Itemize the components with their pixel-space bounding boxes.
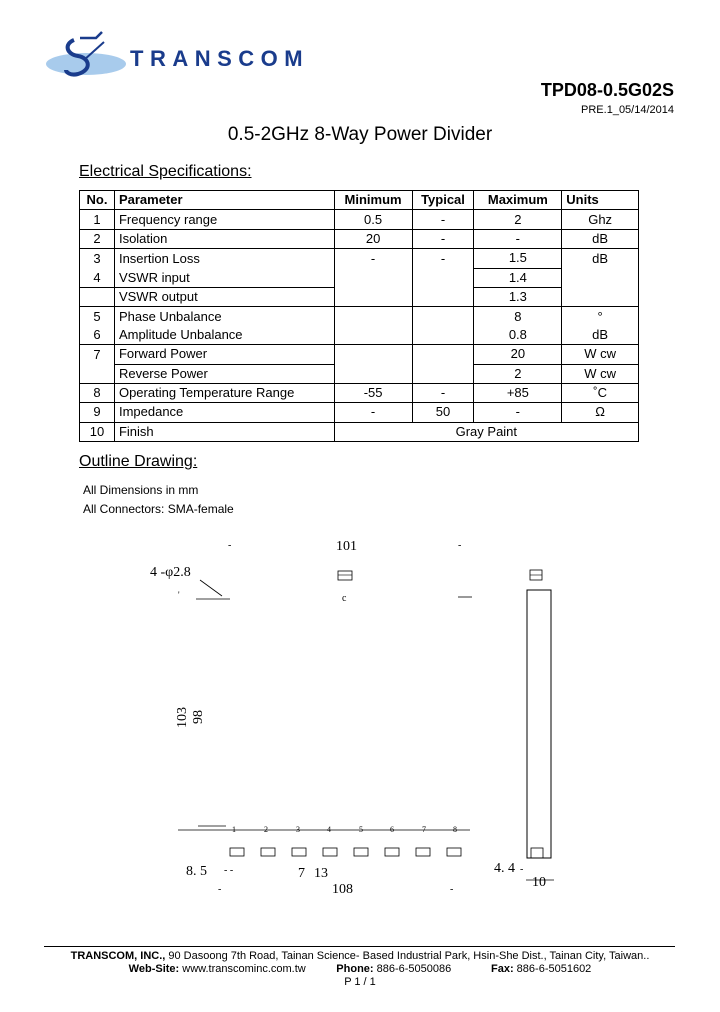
cell-no: 6 xyxy=(80,326,115,345)
cell-no: 1 xyxy=(80,210,115,229)
cell-max: 0.8 xyxy=(474,326,562,345)
dim-mark: - - xyxy=(224,865,234,876)
cell-units: ˚C xyxy=(562,383,639,402)
table-row xyxy=(80,268,639,287)
cell-typ: - xyxy=(412,210,474,229)
table-row xyxy=(80,403,639,422)
cell-no: 8 xyxy=(80,383,115,402)
leader-line xyxy=(200,580,222,596)
cell-typ xyxy=(412,307,474,326)
footer-address-line xyxy=(0,950,720,962)
port-label: 1 xyxy=(232,825,236,834)
col-header: No. xyxy=(80,191,115,210)
table-row xyxy=(80,364,639,383)
cell-units: W cw xyxy=(562,345,639,364)
outline-drawing xyxy=(150,530,570,900)
port-label: 8 xyxy=(453,825,457,834)
dim-pitch-b: 13 xyxy=(314,866,328,881)
dim-side-b: 10 xyxy=(532,875,546,890)
table-row xyxy=(80,383,639,402)
table-header-row xyxy=(80,191,639,210)
output-connector-icon xyxy=(385,848,399,856)
cell-max: 8 xyxy=(474,307,562,326)
cell-typ xyxy=(412,326,474,345)
page-number: P 1 / 1 xyxy=(344,976,376,988)
col-header: Maximum xyxy=(474,191,562,210)
spec-table xyxy=(79,190,639,442)
table-row xyxy=(80,307,639,326)
footer-web: www.transcominc.com.tw xyxy=(179,963,306,975)
cell-no xyxy=(80,287,115,306)
cell-min: 20 xyxy=(334,229,412,248)
side-view-body xyxy=(527,590,551,858)
note-connectors: All Connectors: SMA-female xyxy=(83,502,234,516)
side-connector-icon xyxy=(531,848,543,858)
cell-max: - xyxy=(474,229,562,248)
cell-param: VSWR output xyxy=(114,287,334,306)
port-label: 2 xyxy=(264,825,268,834)
col-header: Parameter xyxy=(114,191,334,210)
footer-phone: 886-6-5050086 xyxy=(373,963,452,975)
cell-max: +85 xyxy=(474,383,562,402)
dim-height-outer: 103 xyxy=(175,707,190,728)
cell-min: - xyxy=(334,403,412,422)
cell-param: Frequency range xyxy=(114,210,334,229)
side-connector-icon xyxy=(530,570,542,580)
footer-web-label: Web-Site: xyxy=(128,963,180,975)
output-connector-icon xyxy=(323,848,337,856)
dim-width-bottom: 108 xyxy=(332,882,353,897)
cell-no: 4 xyxy=(80,268,115,287)
note-dimensions: All Dimensions in mm xyxy=(83,483,199,497)
cell-min xyxy=(334,268,412,287)
dim-side-a: 4. 4 xyxy=(494,861,515,876)
cell-typ xyxy=(412,364,474,383)
cell-no: 10 xyxy=(80,422,115,441)
cell-no: 5 xyxy=(80,307,115,326)
cell-min xyxy=(334,307,412,326)
output-connector-icon xyxy=(354,848,368,856)
footer-contact-line xyxy=(0,963,720,975)
cell-no xyxy=(80,364,115,383)
dim-mark: - xyxy=(450,884,454,895)
input-connector-icon xyxy=(338,571,352,580)
footer-company: TRANSCOM, INC., xyxy=(70,950,166,962)
port-label: 6 xyxy=(390,825,394,834)
output-connector-icon xyxy=(447,848,461,856)
cell-param: Amplitude Unbalance xyxy=(114,326,334,345)
input-label: c xyxy=(342,593,347,604)
cell-units: Ghz xyxy=(562,210,639,229)
footer-address: 90 Dasoong 7th Road, Tainan Science- Based Industrial Park, Hsin-She Dist., Tainan City, Taiwan.. xyxy=(165,950,650,962)
footer-phone-label: Phone: xyxy=(336,963,374,975)
cell-units: ° xyxy=(562,307,639,326)
output-connector-icon xyxy=(416,848,430,856)
cell-param: Impedance xyxy=(114,403,334,422)
port-label: 5 xyxy=(359,825,363,834)
cell-param: Finish xyxy=(114,422,334,441)
cell-max: 2 xyxy=(474,364,562,383)
cell-param: Insertion Loss xyxy=(114,249,334,268)
output-connector-icon xyxy=(292,848,306,856)
dim-mark: - xyxy=(458,540,462,551)
cell-min xyxy=(334,364,412,383)
cell-typ xyxy=(412,268,474,287)
output-connector-icon xyxy=(261,848,275,856)
cell-param: Isolation xyxy=(114,229,334,248)
dim-pitch-a: 7 xyxy=(298,866,305,881)
port-label: 7 xyxy=(422,825,426,834)
cell-no: 3 xyxy=(80,249,115,268)
footer-fax-label: Fax: xyxy=(491,963,514,975)
cell-units: dB xyxy=(562,229,639,248)
cell-max: 1.4 xyxy=(474,268,562,287)
port-label: 3 xyxy=(296,825,300,834)
footer-fax: 886-6-5051602 xyxy=(513,963,592,975)
cell-min xyxy=(334,326,412,345)
table-row xyxy=(80,229,639,248)
dim-height-inner: 98 xyxy=(191,710,206,724)
col-header: Units xyxy=(562,191,639,210)
section-outline: Outline Drawing: xyxy=(79,453,198,470)
table-row xyxy=(80,210,639,229)
cell-units xyxy=(562,268,639,287)
cell-typ xyxy=(412,287,474,306)
dim-mark: ' xyxy=(178,590,180,600)
part-number: TPD08-0.5G02S xyxy=(540,80,674,100)
cell-typ xyxy=(412,345,474,364)
cell-units: W cw xyxy=(562,364,639,383)
port-label: 4 xyxy=(327,825,331,834)
cell-param: Forward Power xyxy=(114,345,334,364)
cell-typ: - xyxy=(412,249,474,268)
cell-param: Phase Unbalance xyxy=(114,307,334,326)
cell-param: Operating Temperature Range xyxy=(114,383,334,402)
dim-width-top: 101 xyxy=(336,539,357,554)
cell-typ: 50 xyxy=(412,403,474,422)
cell-units: Ω xyxy=(562,403,639,422)
cell-units xyxy=(562,287,639,306)
cell-max: 1.5 xyxy=(474,249,562,268)
dim-mark: - xyxy=(228,540,232,551)
dim-hole: 4 -φ2.8 xyxy=(150,565,191,580)
output-connectors xyxy=(230,848,461,856)
section-electrical: Electrical Specifications: xyxy=(79,163,252,180)
cell-param: Reverse Power xyxy=(114,364,334,383)
col-header: Minimum xyxy=(334,191,412,210)
footer-divider xyxy=(44,946,675,947)
revision: PRE.1_05/14/2014 xyxy=(581,104,674,116)
cell-param: VSWR input xyxy=(114,268,334,287)
table-row xyxy=(80,249,639,268)
page-title: 0.5-2GHz 8-Way Power Divider xyxy=(227,124,493,145)
col-header: Typical xyxy=(412,191,474,210)
dim-mark: - xyxy=(520,864,524,875)
cell-finish: Gray Paint xyxy=(334,422,638,441)
cell-min: -55 xyxy=(334,383,412,402)
cell-min: - xyxy=(334,249,412,268)
cell-min xyxy=(334,287,412,306)
cell-typ: - xyxy=(412,383,474,402)
cell-typ: - xyxy=(412,229,474,248)
dim-mark: - xyxy=(218,884,222,895)
port-labels xyxy=(232,825,457,834)
cell-units: dB xyxy=(562,249,639,268)
cell-no: 7 xyxy=(80,345,115,364)
cell-min: 0.5 xyxy=(334,210,412,229)
table-row xyxy=(80,326,639,345)
cell-no: 2 xyxy=(80,229,115,248)
cell-max: - xyxy=(474,403,562,422)
cell-min xyxy=(334,345,412,364)
cell-units: dB xyxy=(562,326,639,345)
cell-max: 20 xyxy=(474,345,562,364)
table-row xyxy=(80,422,639,441)
company-name: TRANSCOM xyxy=(130,46,310,71)
dim-left-offset: 8. 5 xyxy=(186,864,207,879)
cell-no: 9 xyxy=(80,403,115,422)
cell-max: 1.3 xyxy=(474,287,562,306)
cell-max: 2 xyxy=(474,210,562,229)
table-row xyxy=(80,287,639,306)
table-row xyxy=(80,345,639,364)
output-connector-icon xyxy=(230,848,244,856)
